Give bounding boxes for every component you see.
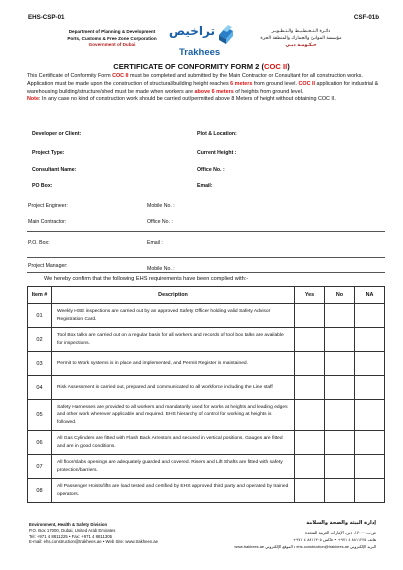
table-row [28,304,385,328]
dept-en-line1: Department of Planning & Development [68,29,156,34]
footer-address: P.O. Box 17000, Dubai, United Arab Emirates [29,527,116,533]
consultant-name-label: Consultant Name: [32,167,77,173]
item-description: All Gas Cylinders are fitted with Flash Back Arrestors and secured in vertical positions. Gauges are fitted and are in good conditions. [52,431,295,455]
intro-text: from ground level. [252,80,299,87]
footer-contact: E-mail: ehs.construction@trakhees.ae • Web Site: www.trakhees.ae [29,539,159,545]
col-header-na: NA [355,287,385,304]
na-checkbox-cell[interactable] [355,455,385,479]
footer-phone: Tel: +971 4 8811225 • Fax: +971 4 8811305 [29,533,113,539]
item-description: Tool Box talks are carried out on a regular basis for all workers and records of tool box talks are available for inspections. [52,328,295,352]
item-description: All floor/slabs openings are adequately guarded and covered. Risers and Lift Shafts are fitted with safety protection/barriers. [52,455,295,479]
yes-checkbox-cell[interactable] [295,328,325,352]
item-number: 05 [28,400,52,431]
intro-highlight: COC II [112,73,129,79]
note-label: Note [27,96,39,103]
dept-en-line2: Ports, Customs & Free Zone Corporation [67,35,157,41]
table-row [28,328,385,352]
po-box-label: P.O. Box: [28,240,50,246]
col-header-no: No [325,287,355,304]
intro-text: of heights from ground level. [233,88,304,95]
logo-english-text: Trakhees [179,47,221,58]
email-label: Email : [147,240,163,246]
col-header-item: Item # [28,287,52,304]
footer-english [29,522,158,545]
mobile-no-label: Mobile No. : [147,266,175,272]
item-number: 07 [28,455,52,479]
item-number: 06 [28,431,52,455]
item-number: 02 [28,328,52,352]
item-description: All Passenger Hoists/lifts are load tested and certified by EHS approved third party and operated by trained operators. [52,479,295,503]
title-suffix: ) [287,62,290,71]
table-header-row [28,287,385,304]
yes-checkbox-cell[interactable] [295,431,325,455]
form-title [0,62,403,71]
intro-text: This Certificate of Conformity Form [27,73,113,79]
table-row [28,431,385,455]
intro-highlight: above 6 meters [194,88,234,95]
divider-line [27,257,385,258]
divider-line [27,272,385,273]
ehs-checklist-table [27,286,385,503]
yes-checkbox-cell[interactable] [295,352,325,376]
footer-phone-arabic: هاتف ٨٨١١٢٢٥ ٤ ٩٧١+ • فاكس ٨٨١١٣٠٥ ٤ ٩٧١+ [292,537,376,542]
no-checkbox-cell[interactable] [325,304,355,328]
trakhees-logo [167,20,243,64]
divider-line [27,231,385,232]
table-row [28,400,385,431]
item-number: 08 [28,479,52,503]
table-row [28,455,385,479]
item-description: Risk Assessment is carried out, prepared and communicated to all workforce including the Line staff [52,376,295,400]
no-checkbox-cell[interactable] [325,400,355,431]
col-header-yes: Yes [295,287,325,304]
na-checkbox-cell[interactable] [355,328,385,352]
form-code-right: CSF-01b [353,14,379,21]
dept-en-line3: Government of Dubai [88,42,136,48]
form-code-left: EHS-CSP-01 [28,14,65,21]
intro-text: application for industrial & warehousing building/structure/shed must be made when workers are [27,80,379,95]
dept-ar-line2: مؤسسة الموانئ والجمارك والمنطقة الحرة [260,36,342,41]
mobile-no-label: Mobile No. : [147,203,175,209]
footer-org-name-arabic: إدارة البيئة والصحة والسلامة [306,520,376,526]
title-prefix: CERTIFICATE OF CONFORMITY FORM 2 ( [113,62,264,71]
na-checkbox-cell[interactable] [355,304,385,328]
office-no-label: Office No. : [147,219,173,225]
no-checkbox-cell[interactable] [325,479,355,503]
yes-checkbox-cell[interactable] [295,376,325,400]
na-checkbox-cell[interactable] [355,352,385,376]
footer-address-arabic: ص.ب ١٧٠٠٠، دبي، الإمارات العربية المتحدة [305,530,376,535]
item-description: Weekly HSE inspections are carried out by an approved Safety Officer holding valid Safety Advisor Registration Card. [52,304,295,328]
title-highlight: COC II [264,62,288,71]
table-row [28,376,385,400]
table-row [28,352,385,376]
department-name-english [56,29,168,49]
dept-ar-line3: حـكـومـة دبـي [285,43,317,48]
no-checkbox-cell[interactable] [325,328,355,352]
yes-checkbox-cell[interactable] [295,455,325,479]
project-engineer-label: Project Engineer: [28,203,68,209]
intro-highlight: 6 meters [230,80,253,87]
current-height-label: Current Height : [197,150,237,156]
yes-checkbox-cell[interactable] [295,304,325,328]
footer-org-name: Environment, Health & Safety Division [29,522,108,527]
intro-text: must be completed and submitted by the Main Contractor or Consultant for all construction works. Application must be made upon the construction of structural/building height reaches [27,73,363,87]
item-number: 03 [28,352,52,376]
intro-highlight: COC II [298,80,315,87]
trakhees-cube-icon [215,23,237,45]
project-type-label: Project Type: [32,150,65,156]
department-name-arabic [247,28,355,49]
main-contractor-label: Main Contractor: [28,219,67,225]
na-checkbox-cell[interactable] [355,479,385,503]
table-row [28,479,385,503]
note-text: : In any case no kind of construction work should be carried out/permitted above 8 Meters of height without obtaining COC II. [38,96,336,103]
no-checkbox-cell[interactable] [325,352,355,376]
office-no-label: Office No. : [197,167,225,173]
col-header-description: Description [52,287,295,304]
yes-checkbox-cell[interactable] [295,479,325,503]
email-label: Email: [197,183,213,189]
project-manager-label: Project Manager: [28,263,68,269]
item-description: Safety Harnesses are provided to all workers and mandatorily used for works at heights and leading edges and other work wherever applicable and required. EHS hierarchy of control for working at heights is followed. [52,400,295,431]
item-description: Permit to Work systems is in place and implemented, and Permit Register is maintained. [52,352,295,376]
intro-paragraph [27,73,387,104]
na-checkbox-cell[interactable] [355,376,385,400]
na-checkbox-cell[interactable] [355,431,385,455]
item-number: 01 [28,304,52,328]
no-checkbox-cell[interactable] [325,431,355,455]
no-checkbox-cell[interactable] [325,376,355,400]
logo-arabic-text: تراخيص [169,24,216,38]
yes-checkbox-cell[interactable] [295,400,325,431]
po-box-label: PO Box: [32,183,53,189]
confirmation-statement: We hereby confirm that the following EHS requirements have been complied with:- [44,276,249,282]
na-checkbox-cell[interactable] [355,400,385,431]
item-number: 04 [28,376,52,400]
no-checkbox-cell[interactable] [325,455,355,479]
footer-contact-arabic: www.trakhees.ae الموقع الإلكتروني • ehs.construction@trakhees.ae البريد الإلكتروني [234,544,376,549]
dept-ar-line1: دائـرة الـتـخـطـيـط والـتـطـويـر [271,29,331,34]
plot-location-label: Plot & Location: [197,131,237,137]
developer-label: Developer or Client: [32,131,82,137]
